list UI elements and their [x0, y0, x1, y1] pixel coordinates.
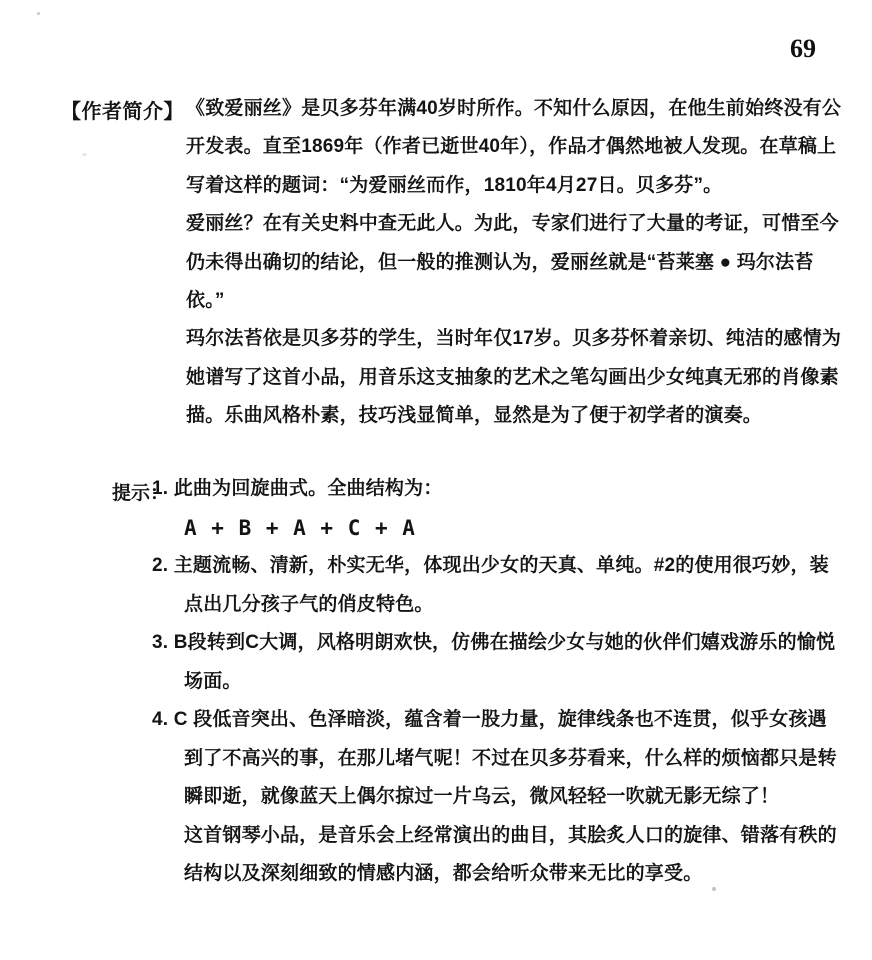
text-line: 爱丽丝？在有关史料中查无此人。为此，专家们进行了大量的考证，可惜至今 [186, 213, 839, 235]
page-number: 69 [790, 34, 816, 63]
text-line: 写着这样的题词：“为爱丽丝而作，1810年4月27日。贝多芬”。 [186, 174, 723, 196]
tips-body [152, 470, 842, 894]
author-intro-label: 【作者简介】 [61, 101, 184, 123]
tips-item-4-line: 4. C 段低音突出、色泽暗淡，蕴含着一股力量，旋律线条也不连贯，似乎女孩遇 [152, 709, 827, 730]
text-line: 描。乐曲风格朴素，技巧浅显简单，显然是为了便于初学者的演奏。 [186, 405, 763, 427]
closing-paragraph-line: 结构以及深刻细致的情感内涵，都会给听众带来无比的享受。 [184, 863, 703, 884]
text-line: 玛尔法苔依是贝多芬的学生，当时年仅17岁。贝多芬怀着亲切、纯洁的感情为 [186, 328, 842, 350]
tips-item-3-line: 3. B段转到C大调，风格明朗欢快，仿佛在描绘少女与她的伙伴们嬉戏游乐的愉悦 [152, 632, 836, 653]
scan-speck [37, 12, 40, 15]
structure-formula: A + B + A + C + A [184, 515, 416, 540]
text-line: 她谱写了这首小品，用音乐这支抽象的艺术之笔勾画出少女纯真无邪的肖像素 [186, 366, 839, 388]
scan-speck [82, 153, 87, 156]
text-line: 《致爱丽丝》是贝多芬年满40岁时所作。不知什么原因，在他生前始终没有公 [186, 98, 842, 119]
tips-label: 提示： [112, 483, 170, 504]
text-line: 开发表。直至1869年（作者已逝世40年），作品才偶然地被人发现。在草稿上 [186, 136, 837, 158]
text-line: 仍未得出确切的结论，但一般的推测认为，爱丽丝就是“苔莱塞 ● 玛尔法苔 [186, 251, 814, 273]
tips-item-4-line: 瞬即逝，就像蓝天上偶尔掠过一片乌云，微风轻轻一吹就无影无综了！ [184, 786, 780, 807]
tips-item-1-line: 1. 此曲为回旋曲式。全曲结构为： [152, 478, 443, 499]
scan-speck [712, 887, 716, 891]
tips-item-3-line: 场面。 [184, 670, 242, 692]
author-intro-body [186, 90, 842, 436]
closing-paragraph-line: 这首钢琴小品，是音乐会上经常演出的曲目，其脍炙人口的旋律、错落有秩的 [184, 824, 837, 846]
tips-item-2-line: 点出几分孩子气的俏皮特色。 [184, 593, 434, 615]
tips-item-2-line: 2. 主题流畅、清新，朴实无华，体现出少女的天真、单纯。#2的使用很巧妙，装 [152, 555, 829, 576]
text-line: 依。” [186, 289, 225, 311]
tips-item-4-line: 到了不高兴的事，在那儿堵气呢！不过在贝多芬看来，什么样的烦恼都只是转 [184, 747, 837, 769]
